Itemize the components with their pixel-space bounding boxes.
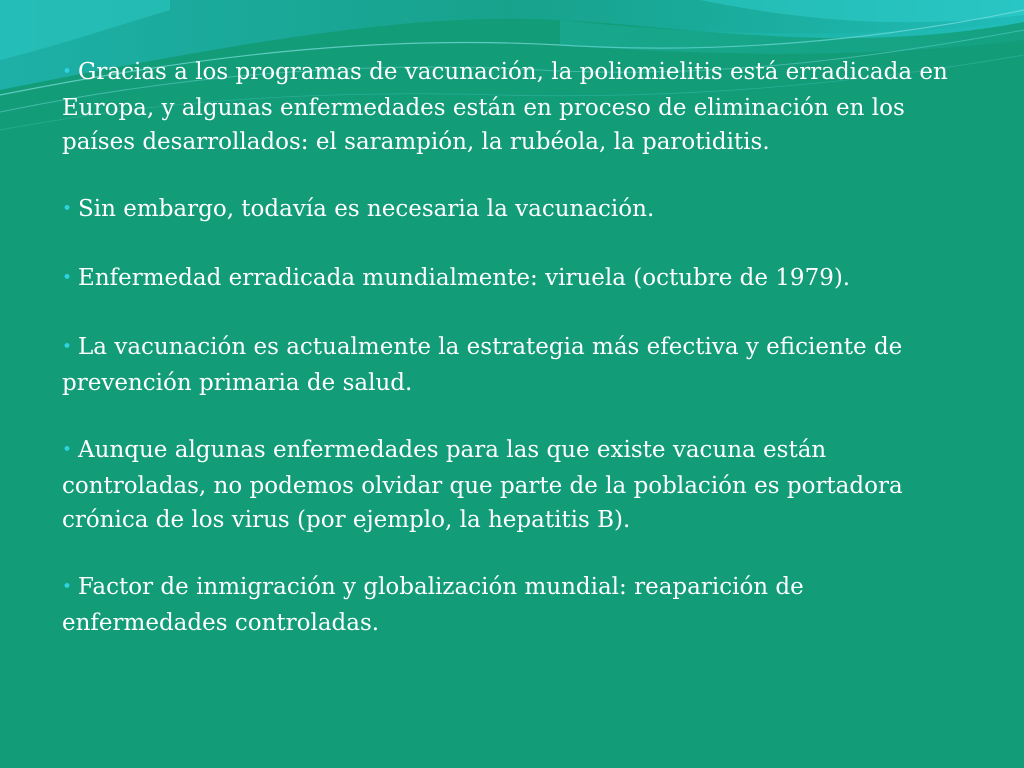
bullet-item-5 [62, 433, 962, 537]
bullet-icon: • [62, 440, 73, 460]
bullet-text: Factor de inmigración y globalización mundial: reaparición de enfermedades controladas. [62, 574, 804, 636]
bullet-icon: • [62, 577, 73, 597]
bullet-item-1 [62, 55, 962, 159]
bullet-text: Sin embargo, todavía es necesaria la vacunación. [78, 196, 655, 222]
bullet-text: Aunque algunas enfermedades para las que existe vacuna están controladas, no podemos olvidar que parte de la población es portadora crónica de los virus (por ejemplo, la hepatitis B). [62, 437, 903, 533]
bullet-icon: • [62, 62, 73, 82]
bullet-item-6 [62, 570, 962, 640]
bullet-list [62, 55, 962, 673]
bullet-icon: • [62, 199, 73, 219]
bullet-icon: • [62, 337, 73, 357]
bullet-text: Gracias a los programas de vacunación, la poliomielitis está erradicada en Europa, y algunas enfermedades están en proceso de eliminación en los países desarrollados: el sarampión, la rubéola, la parotiditis. [62, 59, 948, 155]
bullet-text: La vacunación es actualmente la estrategia más efectiva y eficiente de prevención primaria de salud. [62, 334, 903, 396]
bullet-item-2 [62, 192, 962, 228]
bullet-icon: • [62, 268, 73, 288]
bullet-item-4 [62, 330, 962, 400]
bullet-item-3 [62, 261, 962, 297]
bullet-text: Enfermedad erradicada mundialmente: viruela (octubre de 1979). [78, 265, 851, 291]
